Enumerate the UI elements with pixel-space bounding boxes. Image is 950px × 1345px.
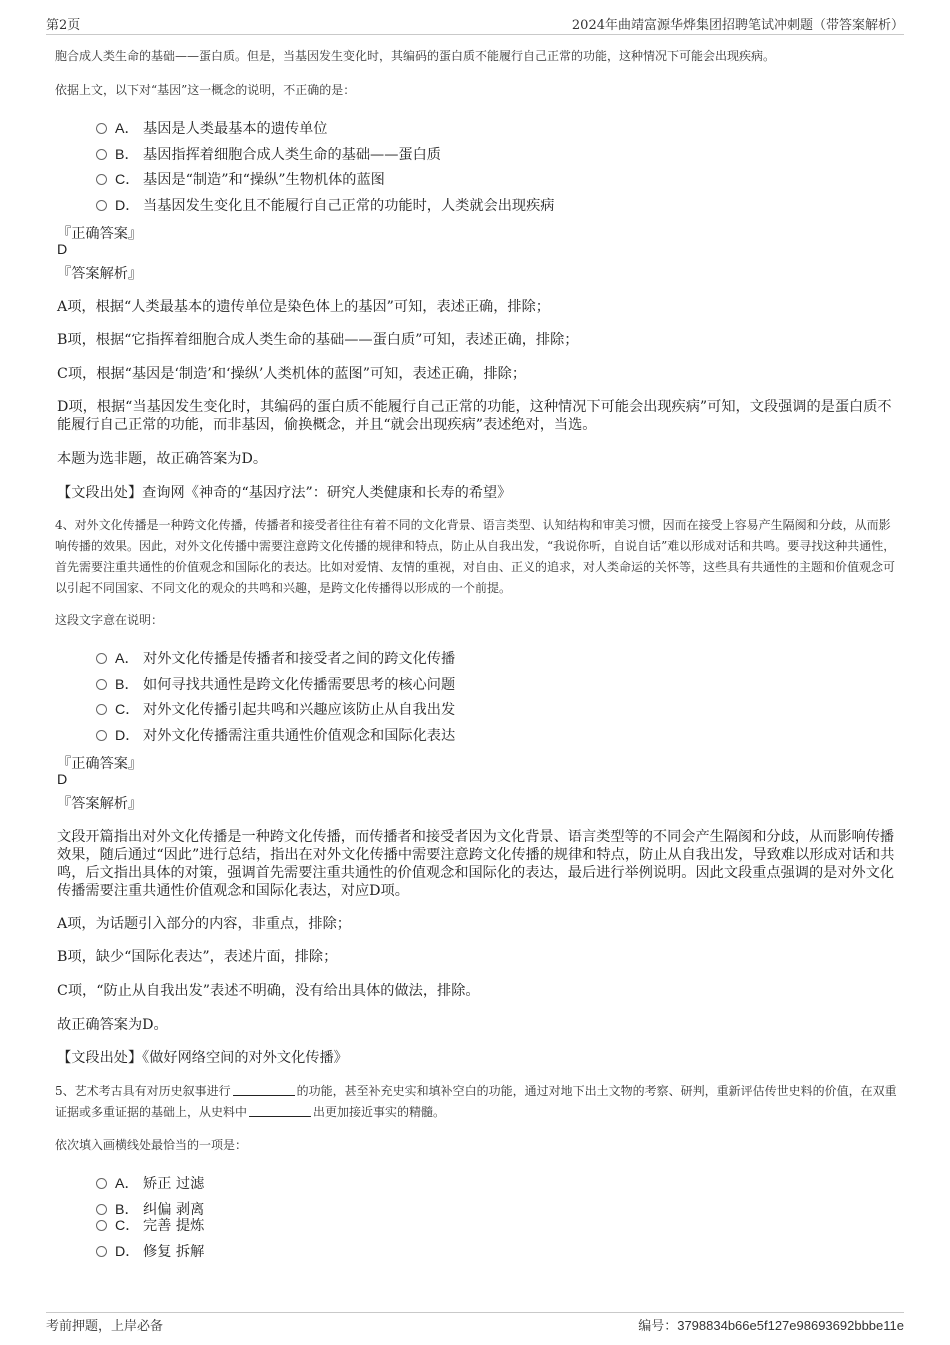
q3-conclusion: 本题为选非题，故正确答案为D。 xyxy=(57,451,268,467)
radio-icon[interactable] xyxy=(96,1204,107,1215)
q3-option-b[interactable]: B． 基因指挥着细胞合成人类生命的基础——蛋白质 xyxy=(96,144,441,164)
q4-option-c[interactable]: C． 对外文化传播引起共鸣和兴趣应该防止从自我出发 xyxy=(96,699,455,719)
q4-analysis-b: B项，缺少“国际化表达”，表述片面，排除； xyxy=(57,949,338,965)
page-number: 第2页 xyxy=(46,18,81,33)
q5-prompt: 依次填入画横线处最恰当的一项是： xyxy=(55,1138,248,1152)
q5-passage: 5、艺术考古具有对历史叙事进行 的功能，甚至补充史实和填补空白的功能，通过对地下出土文物的考察、研判，重新评估传世史料的价值，在双重证据或多重证据的基础上，从史料中 出更加接近事实的精髓。 xyxy=(55,1084,897,1119)
radio-icon[interactable] xyxy=(96,1178,107,1189)
radio-icon[interactable] xyxy=(96,679,107,690)
q5-option-b[interactable]: B． 纠偏 剥离 xyxy=(96,1199,204,1219)
q3-option-c[interactable]: C． 基因是“制造”和“操纵”生物机体的蓝图 xyxy=(96,169,385,189)
q4-prompt: 这段文字意在说明： xyxy=(55,613,164,627)
q3-analysis-d: D项，根据“当基因发生变化时，其编码的蛋白质不能履行自己正常的功能，这种情况下可能会出现疾病”可知，文段强调的是蛋白质不能履行自己正常的功能，而非基因，偷换概念，并且“就会出现疾病”表述绝对，当选。 xyxy=(57,399,892,433)
radio-icon[interactable] xyxy=(96,653,107,664)
q3-answer: D xyxy=(57,242,68,258)
radio-icon[interactable] xyxy=(96,174,107,185)
q3-analysis-c: C项，根据“基因是‘制造’和‘操纵’人类机体的蓝图”可知，表述正确，排除； xyxy=(57,366,527,382)
fill-blank-2 xyxy=(249,1104,311,1117)
q4-option-d[interactable]: D． 对外文化传播需注重共通性价值观念和国际化表达 xyxy=(96,725,455,745)
radio-icon[interactable] xyxy=(96,1220,107,1231)
radio-icon[interactable] xyxy=(96,200,107,211)
q5-option-a[interactable]: A． 矫正 过滤 xyxy=(96,1173,204,1193)
q3-passage: 胞合成人类生命的基础——蛋白质。但是，当基因发生变化时，其编码的蛋白质不能履行自己正常的功能，这种情况下可能会出现疾病。 xyxy=(55,49,776,63)
q4-answer: D xyxy=(57,772,68,788)
radio-icon[interactable] xyxy=(96,1246,107,1257)
q4-analysis-c: C项，“防止从自我出发”表述不明确，没有给出具体的做法，排除。 xyxy=(57,983,480,999)
q4-option-b[interactable]: B． 如何寻找共通性是跨文化传播需要思考的核心问题 xyxy=(96,674,455,694)
q3-option-d[interactable]: D． 当基因发生变化且不能履行自己正常的功能时，人类就会出现疾病 xyxy=(96,195,554,215)
page-footer xyxy=(46,1312,904,1335)
page-header xyxy=(46,12,904,35)
q4-analysis-a: A项，为话题引入部分的内容，非重点，排除； xyxy=(57,916,351,932)
q4-source: 【文段出处】《做好网络空间的对外文化传播》 xyxy=(57,1050,348,1066)
q3-source: 【文段出处】查询网《神奇的“基因疗法”：研究人类健康和长寿的希望》 xyxy=(57,485,512,501)
radio-icon[interactable] xyxy=(96,149,107,160)
q4-answer-label: 『正确答案』 xyxy=(57,756,143,772)
q3-analysis-label: 『答案解析』 xyxy=(57,266,143,282)
q3-answer-label: 『正确答案』 xyxy=(57,226,143,242)
q4-option-a[interactable]: A． 对外文化传播是传播者和接受者之间的跨文化传播 xyxy=(96,648,455,668)
document-title: 2024年曲靖富源华烨集团招聘笔试冲刺题（带答案解析） xyxy=(571,18,904,33)
q3-analysis-b: B项，根据“它指挥着细胞合成人类生命的基础——蛋白质”可知，表述正确，排除； xyxy=(57,332,579,348)
radio-icon[interactable] xyxy=(96,730,107,741)
footer-code: 编号：3798834b66e5f127e98693692bbbe11e xyxy=(638,1318,904,1334)
footer-slogan: 考前押题，上岸必备 xyxy=(46,1319,164,1334)
q4-passage: 4、对外文化传播是一种跨文化传播，传播者和接受者往往有着不同的文化背景、语言类型、认知结构和审美习惯，因而在接受上容易产生隔阂和分歧，从而影响传播的效果。因此，对外文化传播中需要注意跨文化传播的规律和特点，防止从自我出发，“我说你听，自说自话”难以形成对话和共鸣。要寻找这种共通性，首先需要注重共通性的价值观念和国际化的表达。比如对爱情、友情的重视，对自由、正义的追求，对人类命运的关怀等，这些具有共通性的主题和价值观念可以引起不同国家、不同文化的观众的共鸣和兴趣，是跨文化传播得以形成的一个前提。 xyxy=(55,518,896,595)
fill-blank-1 xyxy=(233,1083,295,1096)
q4-conclusion: 故正确答案为D。 xyxy=(57,1017,168,1033)
q5-option-c[interactable]: C． 完善 提炼 xyxy=(96,1215,204,1235)
q3-option-a[interactable]: A． 基因是人类最基本的遗传单位 xyxy=(96,118,327,138)
q5-option-d[interactable]: D． 修复 拆解 xyxy=(96,1241,204,1261)
q4-analysis-label: 『答案解析』 xyxy=(57,796,143,812)
q3-prompt: 依据上文，以下对“基因”这一概念的说明，不正确的是： xyxy=(55,83,356,97)
radio-icon[interactable] xyxy=(96,123,107,134)
q4-analysis-summary: 文段开篇指出对外文化传播是一种跨文化传播，而传播者和接受者因为文化背景、语言类型等的不同会产生隔阂和分歧，从而影响传播效果，随后通过“因此”进行总结，指出在对外文化传播中需要注意跨文化传播的规律和特点，防止从自我出发，导致难以形成对话和共鸣，后文指出具体的对策，强调首先需要注重共通性的价值观念和国际化的表达，最后进行举例说明。因此文段重点强调的是对外文化传播需要注重共通性价值观念和国际化表达，对应D项。 xyxy=(57,829,895,899)
radio-icon[interactable] xyxy=(96,704,107,715)
q3-analysis-a: A项，根据“人类最基本的遗传单位是染色体上的基因”可知，表述正确，排除； xyxy=(57,299,550,315)
